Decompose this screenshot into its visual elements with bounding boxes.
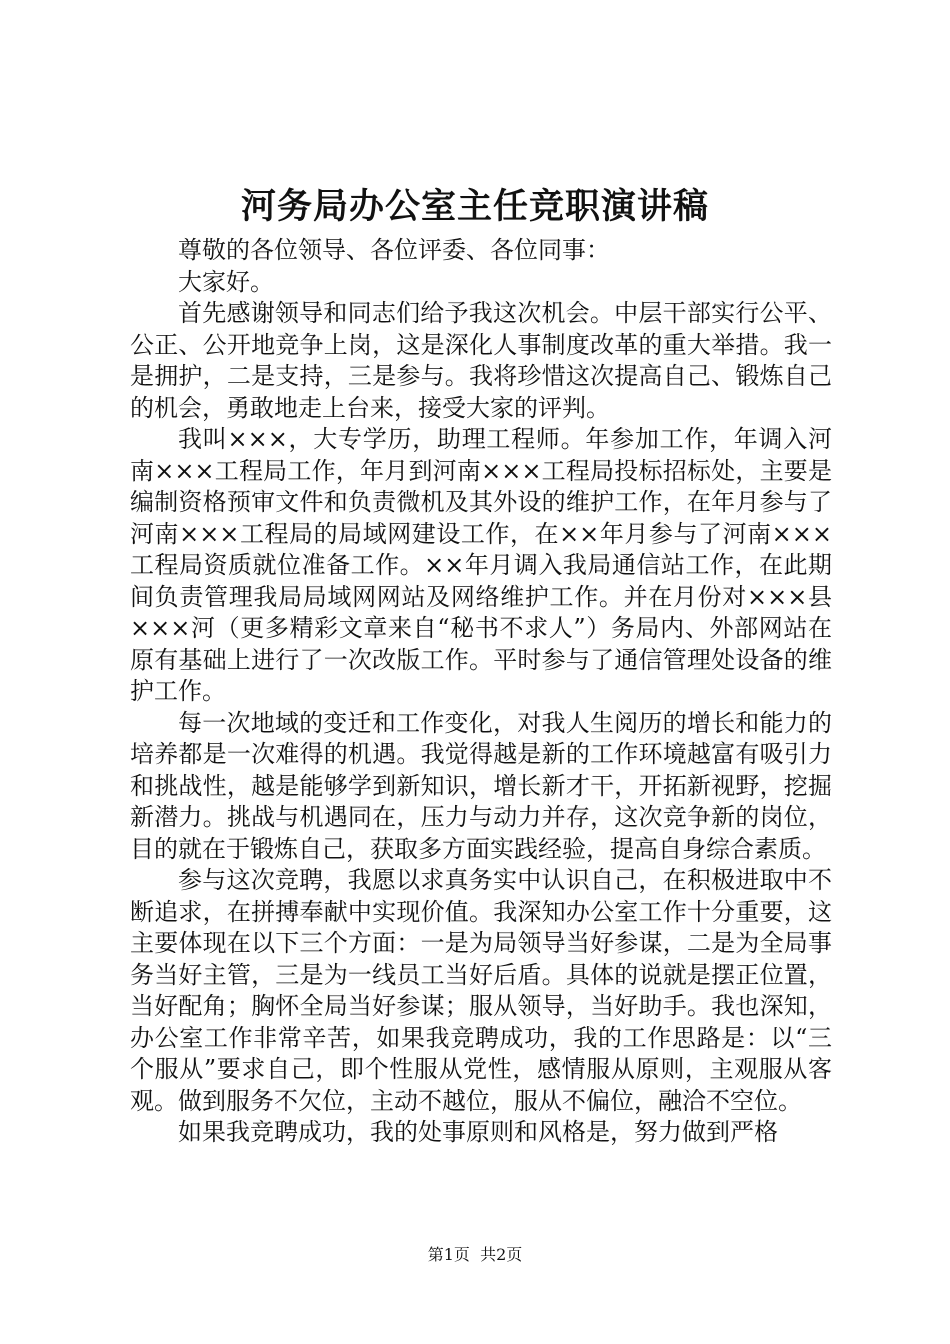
document-body — [130, 235, 832, 1149]
salutation-paragraph: 尊敬的各位领导、各位评委、各位同事： — [178, 236, 610, 264]
body-paragraph: 每一次地域的变迁和工作变化，对我人生阅历的增长和能力的培养都是一次难得的机遇。我觉得越是新的工作环境越富有吸引力和挑战性，越是能够学到新知识，增长新才干，开拓新视野，挖掘新潜力。挑战与机遇同在，压力与动力并存，这次竞争新的岗位，目的就在于锻炼自己，获取多方面实践经验，提高自身综合素质。 — [130, 708, 832, 863]
page-footer: 第1页 共2页 — [427, 1245, 523, 1264]
document-title: 河务局办公室主任竞职演讲稿 — [240, 186, 709, 227]
body-paragraph: 如果我竞聘成功，我的处事原则和风格是，努力做到严格 — [178, 1118, 778, 1146]
body-paragraph: 参与这次竞聘，我愿以求真务实中认识自己，在积极进取中不断追求，在拼搏奉献中实现价值。我深知办公室工作十分重要，这主要体现在以下三个方面：一是为局领导当好参谋，二是为全局事务当好主管，三是为一线员工当好后盾。具体的说就是摆正位置，当好配角；胸怀全局当好参谋；服从领导，当好助手。我也深知，办公室工作非常辛苦，如果我竞聘成功，我的工作思路是：以“三个服从”要求自己，即个性服从党性，感情服从原则，主观服从客观。做到服务不欠位，主动不越位，服从不偏位，融洽不空位。 — [130, 866, 832, 1115]
greeting-paragraph: 大家好。 — [178, 267, 274, 296]
body-paragraph: 首先感谢领导和同志们给予我这次机会。中层干部实行公平、公正、公开地竞争上岗，这是深化人事制度改革的重大举措。我一是拥护，二是支持，三是参与。我将珍惜这次提高自己、锻炼自己的机会，勇敢地走上台来，接受大家的评判。 — [130, 299, 832, 422]
body-paragraph: 我叫×××，大专学历，助理工程师。年参加工作，年调入河南×××工程局工作，年月到河南×××工程局投标招标处，主要是编制资格预审文件和负责微机及其外设的维护工作，在年月参与了河南×××工程局的局域网建设工作，在××年月参与了河南×××工程局资质就位准备工作。××年月调入我局通信站工作，在此期间负责管理我局局域网网站及网络维护工作。并在月份对×××县×××河（更多精彩文章来自“秘书不求人”）务局内、外部网站在原有基础上进行了一次改版工作。平时参与了通信管理处设备的维护工作。 — [130, 425, 832, 705]
